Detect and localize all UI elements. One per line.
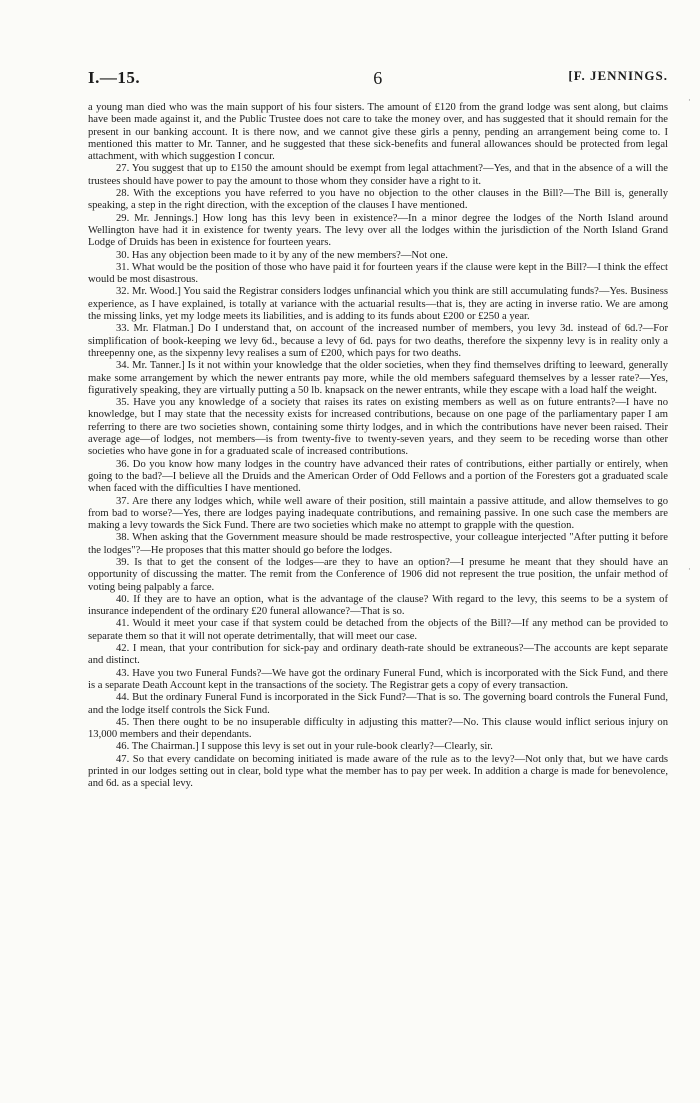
question-41: 41. Would it meet your case if that system could be detached from the objects of the Bill?—If any method can be provided to separate them so that it will not operate detrimentally, that will meet our case. bbox=[88, 618, 668, 642]
page-number: 6 bbox=[373, 68, 383, 88]
question-33: 33. Mr. Flatman.] Do I understand that, on account of the increased number of members, you levy 3d. instead of 6d.?—For simplification of book-keeping we levy 6d., because a levy of 6d. pays for two deaths, therefore the sixpenny levy is in reality only a threepenny one, as the sixpenny levy realises a sum of £200, which pays for two deaths. bbox=[88, 323, 668, 359]
scan-mark: · bbox=[688, 565, 691, 575]
question-40: 40. If they are to have an option, what is the advantage of the clause? With regard to the levy, this seems to be a system of insurance independent of the ordinary £20 funeral allowance?—That is so. bbox=[88, 593, 668, 618]
witness-name: [F. JENNINGS. bbox=[568, 68, 668, 83]
question-39: 39. Is that to get the consent of the lodges—are they to have an option?—I presume he meant that they should have an opportunity of discussing the matter. The remit from the Conference of 1906 did not represent the true position, the unfair method of voting being palpably a farce. bbox=[88, 556, 668, 593]
question-35: 35. Have you any knowledge of a society that raises its rates on existing members as well as on future entrants?—I have no knowledge, but I may state that the necessity exists for increased contributions, because on one page of the parliamentary paper I am referring to there are two societies shown, containing some thirty lodges, and in which the contributions have never been raised. Their average age—of lodges, not members—is from twenty-five to twenty-seven years, and they seem to be receding worse than other societies who have gone in for a graduated scale of increased contributions. bbox=[88, 397, 668, 458]
question-43: 43. Have you two Funeral Funds?—We have got the ordinary Funeral Fund, which is incorporated with the Sick Fund, and there is a separate Death Account kept in the transactions of the society. The Registrar gets a copy of every transaction. bbox=[88, 667, 668, 691]
question-38: 38. When asking that the Government measure should be made restrospective, your colleague interjected "After putting it before the lodges"?—He proposes that this matter should go before the lodges. bbox=[88, 532, 668, 556]
question-29: 29. Mr. Jennings.] How long has this levy been in existence?—In a minor degree the lodges of the North Island around Wellington have had it in existence for twenty years. The levy over all the lodges within the jurisdiction of the North Island Grand Lodge of Druids has been in existence for fourteen years. bbox=[88, 212, 668, 249]
question-36: 36. Do you know how many lodges in the country have advanced their rates of contributions, either partially or entirely, when going to the bad?—I believe all the Druids and the American Order of Odd Fellows and a portion of the Foresters got a graduated scale when faced with the difficulties I have mentioned. bbox=[88, 458, 668, 495]
question-28: 28. With the exceptions you have referred to you have no objection to the other clauses in the Bill?—The Bill is, generally speaking, a step in the right direction, with the exception of the clauses I have mentioned. bbox=[88, 188, 668, 212]
question-30: 30. Has any objection been made to it by any of the new members?—Not one. bbox=[116, 249, 448, 261]
document-body bbox=[88, 102, 668, 791]
question-27: 27. You suggest that up to £150 the amount should be exempt from legal attachment?—Yes, and that in the absence of a will the trustees should have power to pay the amount to those whom they consider have a right to it. bbox=[88, 163, 668, 187]
question-46: 46. The Chairman.] I suppose this levy is set out in your rule-book clearly?—Clearly, sir. bbox=[116, 741, 493, 753]
question-45: 45. Then there ought to be no insuperable difficulty in adjusting this matter?—No. This clause would inflict serious injury on 13,000 members and their dependants. bbox=[88, 716, 668, 741]
question-47: 47. So that every candidate on becoming initiated is made aware of the rule as to the levy?—Not only that, but we have cards printed in our lodges setting out in clear, bold type what the member has to pay per week. In addition a charge is made for benevolence, and 6d. as a special levy. bbox=[88, 753, 668, 790]
paragraph-continuation: a young man died who was the main support of his four sisters. The amount of £120 from the grand lodge was sent along, but claims have been made against it, and the Public Trustee does not care to take the money over, and has suggested that it should remain for the present in our banking account. It is there now, and we cannot give these girls a penny, pending an arrangement being come to. I mentioned this matter to Mr. Tanner, and he suggested that these sick-benefits and funeral allowances should be protected from legal attachment, with which suggestion I concur. bbox=[88, 102, 668, 163]
question-42: 42. I mean, that your contribution for sick-pay and ordinary death-rate should be extraneous?—The accounts are kept separate and distinct. bbox=[88, 643, 668, 667]
scan-mark: · bbox=[688, 96, 691, 106]
question-32: 32. Mr. Wood.] You said the Registrar considers lodges unfinancial which you think are still accumulating funds?—Yes. Business experience, as I have explained, is totally at variance with the actuarial results—that is, they are acting in inverse ratio. We are among the missing links, yet my lodge meets its liabilities, and is adding to its funds about £200 or £250 a year. bbox=[88, 286, 668, 323]
page-header bbox=[88, 68, 668, 88]
question-44: 44. But the ordinary Funeral Fund is incorporated in the Sick Fund?—That is so. The governing board controls the Funeral Fund, and the lodge itself controls the Sick Fund. bbox=[88, 692, 668, 716]
document-reference: I.—15. bbox=[88, 68, 141, 87]
question-37: 37. Are there any lodges which, while well aware of their position, still maintain a passive attitude, and allow themselves to go from bad to worse?—Yes, there are lodges paying inadequate contributions, and remaining passive. In one such case the members are making a levy towards the Sick Fund. There are two societies which make no attempt to grapple with the question. bbox=[88, 495, 668, 532]
question-34: 34. Mr. Tanner.] Is it not within your knowledge that the older societies, when they find themselves drifting to leeward, generally make some arrangement by which the newer entrants pay more, while the old members safeguard themselves by a lesser rate?—Yes, figuratively speaking, they are virtually putting a 50 lb. knapsack on the newer entrants, while they escape with a load half the weight. bbox=[88, 360, 668, 396]
question-31: 31. What would be the position of those who have paid it for fourteen years if the clause were kept in the Bill?—I think the effect would be most disastrous. bbox=[88, 261, 668, 286]
